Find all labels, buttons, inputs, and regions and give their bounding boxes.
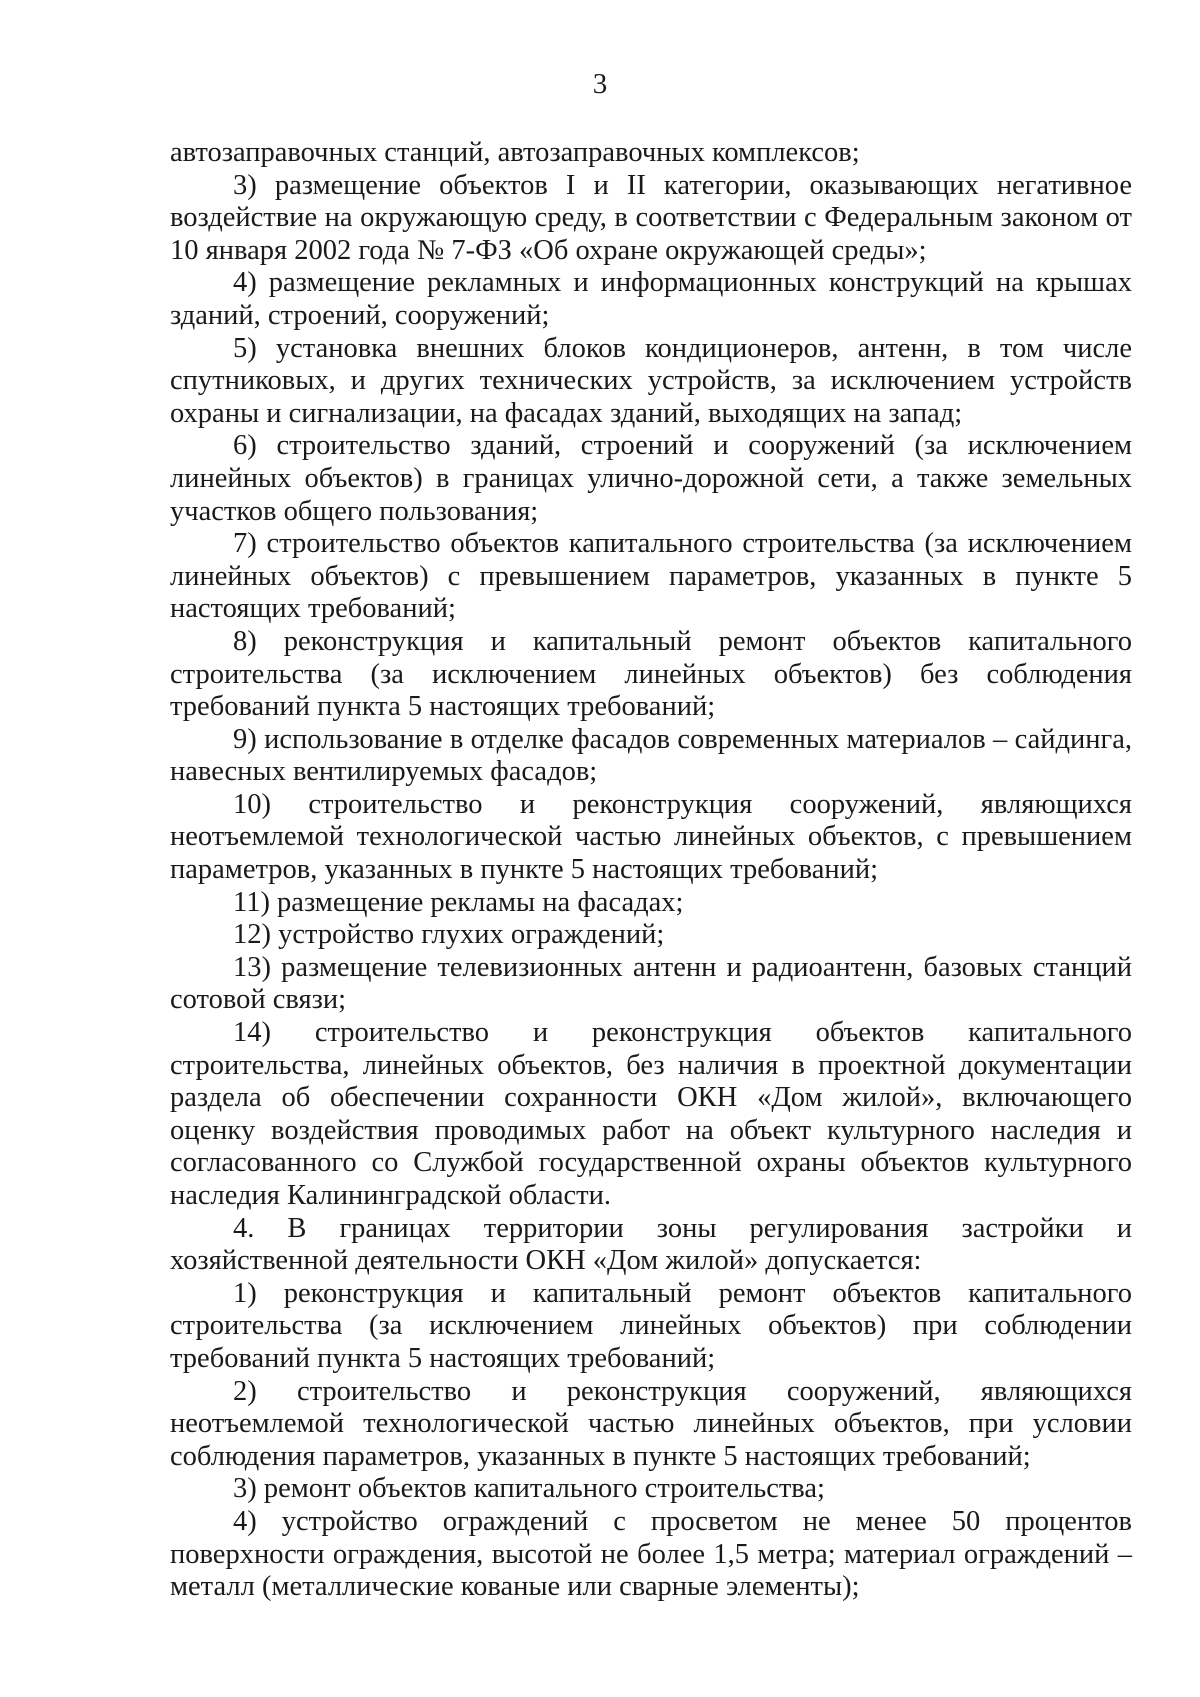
allowed-item-3: 3) ремонт объектов капитального строительства; xyxy=(233,1473,825,1505)
list-item-4: 4) размещение рекламных и информационных конструкций на крышах зданий, строений, сооружений; xyxy=(170,267,1132,331)
list-item-10: 10) строительство и реконструкция сооружений, являющихся неотъемлемой технологической частью линейных объектов, с превышением параметров, указанных в пункте 5 настоящих требований; xyxy=(170,788,1132,886)
document-body xyxy=(170,137,1132,1604)
allowed-item-4: 4) устройство ограждений с просветом не менее 50 процентов поверхности ограждения, высотой не более 1,5 метра; материал ограждений – металл (металлические кованые или сварные элементы); xyxy=(170,1505,1132,1603)
list-item-9: 9) использование в отделке фасадов современных материалов – сайдинга, навесных вентилируемых фасадов; xyxy=(170,723,1132,788)
list-item-14: 14) строительство и реконструкция объектов капитального строительства, линейных объектов, без наличия в проектной документации раздела об обеспечении сохранности ОКН «Дом жилой», включающего оценку воздействия проводимых работ на объект культурного наследия и согласованного со Службой государственной охраны объектов культурного наследия Калининградской области. xyxy=(170,1017,1132,1211)
page-number: 3 xyxy=(592,68,608,100)
allowed-item-2: 2) строительство и реконструкция сооружений, являющихся неотъемлемой технологической частью линейных объектов, при условии соблюдения параметров, указанных в пункте 5 настоящих требований; xyxy=(170,1375,1132,1472)
list-item-5: 5) установка внешних блоков кондиционеров, антенн, в том числе спутниковых, и других технических устройств, за исключением устройств охраны и сигнализации, на фасадах зданий, выходящих на запад; xyxy=(170,332,1132,429)
list-item-7: 7) строительство объектов капитального строительства (за исключением линейных объектов) с превышением параметров, указанных в пункте 5 настоящих требований; xyxy=(170,528,1132,625)
list-item-13: 13) размещение телевизионных антенн и радиоантенн, базовых станций сотовой связи; xyxy=(170,951,1132,1016)
list-item-11: 11) размещение рекламы на фасадах; xyxy=(233,886,684,918)
list-item-3: 3) размещение объектов I и II категории, оказывающих негативное воздействие на окружающую среду, в соответствии с Федеральным законом от 10 января 2002 года № 7-ФЗ «Об охране окружающей среды»; xyxy=(170,169,1132,266)
list-item-6: 6) строительство зданий, строений и сооружений (за исключением линейных объектов) в границах улично-дорожной сети, а также земельных участков общего пользования; xyxy=(170,430,1132,527)
section-4-heading: 4. В границах территории зоны регулирования застройки и хозяйственной деятельности ОКН «Дом жилой» допускается: xyxy=(170,1212,1132,1277)
paragraph-continuation: автозаправочных станций, автозаправочных комплексов; xyxy=(170,137,860,168)
list-item-12: 12) устройство глухих ограждений; xyxy=(233,919,665,951)
list-item-8: 8) реконструкция и капитальный ремонт объектов капитального строительства (за исключением линейных объектов) без соблюдения требований пункта 5 настоящих требований; xyxy=(170,625,1132,723)
allowed-item-1: 1) реконструкция и капитальный ремонт объектов капитального строительства (за исключением линейных объектов) при соблюдении требований пункта 5 настоящих требований; xyxy=(170,1277,1132,1374)
